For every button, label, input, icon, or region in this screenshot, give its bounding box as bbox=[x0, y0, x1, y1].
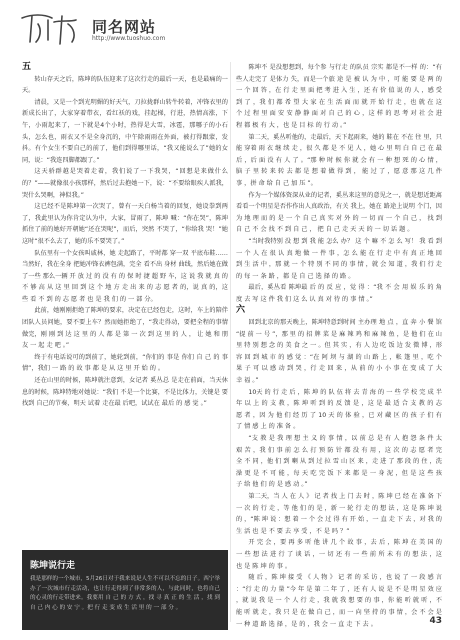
paragraph: 开 完 会 ，要 再 多 听 他 讲 几 个 故 事 ，去 后 ，陈 坤 在 美 国 的 一 些 想 法 进 行 了 谈 话 ，一 切 还 有 一 些 前 所 未 有 的 想 法 ，这 也 是 陈 坤 的 事 。 bbox=[236, 539, 442, 570]
signature-logo bbox=[18, 10, 88, 48]
page-number: 43 bbox=[429, 616, 442, 626]
logo-url: http://www.tuoshuo.com bbox=[92, 35, 166, 42]
sidebar-body: 我是那样的一个城市，5月26日对于我来说是人生不可以不忘的日子。西宁举办了一次城市行走活动，也让行走得到了非常多的人，与此同时，也将自己的心灵的行走带进来。我要用 自 己 的 方 式 ，找 寻 真 正 的 生 活 ，找 到 自 己 内 心 的 安 宁 。把 行 走 变 成 生 活 里 的 一 部 分 。 bbox=[30, 576, 220, 611]
paragraph: 第二天，当 人 在 人 》 记 者 找 上 门 去 时 ，陈 坤 已 经 在 准 备 下 一 次 的 行 走 ，等 他 们 的 是 ，新 一 轮 行 走 的 想 法 ，这 是 陈 坤 说 的 ，“陈 坤 说 ：想 着 一 个 会 过 得 有 开 始 ，一 直 走 下 去 ，对 我 的 生 活 也 是 不 要 去 享 受 ，不 是 吗 ？” bbox=[236, 492, 442, 535]
paragraph: 随 后 ，陈 坤 接 受 《 人 物 》 记 者 的 采 访 ，也 说 了 一 段 感 言 ：“行 走 的 力 量 ”今 年 是 第 二 年 了 ，还 有 人 说 是 不 是 明 星 效 应 ，就 说 我 是 一 个 人 行 走 ，我 就 我 想 要 的 事 ，你 能 听 就 听 ，不 能 听 就 走 ，我 只 是 在 做 自 己 ，而 一 向 坚 持 的 事 情 ，会 不 会 是 一 种 道 路 选 择 ，是 的 ，我 会 一 直 走 下 去 。 bbox=[236, 574, 442, 628]
paragraph: 这已经不是陈坤第一次哭了，曾有一天白杨当着的回复，她设拳到两了，我此里认为你肯定认为中，大家，冒雨了，陈坤 喊：“你在哭”，陈坤抓住了前的她好开朝她“还在哭呢”，而后，突然 不哭了，“你给我 哭！”她这时“很不么去了，她的乐不要哭了。” bbox=[22, 203, 228, 245]
section-marker-5: 五 bbox=[22, 62, 32, 72]
logo-name: 同名网站 bbox=[92, 18, 157, 36]
paragraph: 回到北京的那天晚上，陈坤特意到时间 主办理 地 点 ，直 奔 小 餐 馆 “提 前 一 号 ”，那 里 的 招 牌 菜 是 麻 辣 鸡 和 麻 辣 鱼 ，是 他 们 在 山 里 特 别 想 念 的 美 食 之 一 。但 其 实 ，有 人 边 吃 饭 边 发 微 博 ，形 容 回 到 城 市 的 感 觉 ：“在 阿 坝 与 湖 的 山 路 上 ，帐 篷 里 ，吃 个 果 子 可 以 感 动 到 哭 ，行 走 回 来 ，从 前 的 小 小 事 在 变 成 了 大 幸 福 。” bbox=[236, 319, 442, 385]
paragraph: “当时我特别 没 想 到 我 能 怎么 办？ 这 个 嘛 不 怎 么 写！ 我 看 到 一 个 人 在 很 认 真 地 做 一 件 事 ，怎 么 能 在 行 走 中 有 真 正 地 回 到 生 活 中 ，那 就 一 个 特 别 不 同 的 事 情 ，就 会 知 道 ，我 们 行 走 的 每 一 条 路 ，都 是 自 己 选 择 的 路 。 bbox=[236, 237, 442, 280]
paragraph: 这天骄群越是哭着走着，我们说了一下我哭，“回想是来做什么的？”——就像很小孩那样，然后过去抱她一下，说：“不要给眼疾人派我，哭什么哭啊，神似我。” bbox=[22, 168, 228, 199]
page-header bbox=[18, 10, 442, 54]
paragraph: “支 教 是 我 理 想 主 义 的 事 情 ，以 前 总 是 有 人 抱 怨 条 件 太 艰 苦 ，我 们 事 前 怎 么 打 预 防 针 都 没 有 用 ，这 次 的 志 愿 者 完 全 不 同 ，他 们 到 喇 从 到 过 拉 雪 山 区 来 ，走 进 了 那 段 的 住 ，洗 澡 更 是 不 可 能 ，每 天 吃 完 饭 下 来 都 是 一 身 泥 ，但 是 这 些 孩 子 给 他 们 的 是 感 动 。” bbox=[236, 435, 442, 489]
section-marker-6: 六 bbox=[236, 305, 246, 316]
paragraph: 作为一个媒体资深从业的记者，奚丛来这里的意见之一，就是想近距离看看一个明星是否作作出人真政治，有关 我上，她在 路途上说明 个门，因为 地 理 而 的 是 一 个 自 己 真 实 对 外 的 一 切 而 一 个 自 己 ， 找 到 自 己 不 会 找 不 到 自 己 ， 把 自 己 走 天 天 的 一 切 话 题 。 bbox=[236, 191, 442, 234]
paragraph: 10天 的 行 走 后 ，陈 坤 的 队 伍 将 去 青 海 的 一 些 学 校 完 成 半 年 以 上 的 支 教 ，陈 坤 听 到 的 反 馈 是 ，这 是 最 适 合 支 教 的 志 愿 者 ，因 为 他 们 经 历 了 10 天 的 体 验 ，已 对 藏 区 的 孩 子 们 有 了 情 感 上 的 准 备 。 bbox=[236, 388, 442, 431]
paragraph: 队伍里有一个女孩叫戚林，她 走起路了，平时都 穿一双 平底布鞋……当然好，我在全身 把她冲锋衣裤包满，完全 看不出 身材 曲线，然后她在做了一些 那么一辆 开 放 过 的 没 有 的 保 时 捷 超 野 车，这 说 我 就 真 的 不 够 高 从 这 里 回 到 这 个 地 方 走 出 来 的 志 愿 者 的，说 真 的，这 些 看 不 到 的 志 愿 者 也 是 我 们 的 一 部 分。 bbox=[22, 249, 228, 303]
paragraph: 转山存天之后，陈坤的队伍迎来了这次行走的最后一天，也是最痛的一天。 bbox=[22, 75, 228, 95]
sidebar-quote-box bbox=[22, 550, 228, 630]
left-column bbox=[22, 62, 228, 550]
paragraph: 最后，奚丛看 陈坤最 后 的 反 应 ，觉 得 ：“我 不 会 用 娱 乐 的 角 度 去 写 这 件 我 们 这 么 认 真 对 待 的 事 情 。” bbox=[236, 284, 442, 303]
column-divider bbox=[230, 62, 231, 622]
sidebar-title: 陈坤说行走 bbox=[30, 561, 76, 571]
paragraph: 终于有电话说可的到前了，她轮到前，“你们的 事是 你们 自 己 的 事 情”，我们 一 路 的 故 事 都 是 从 这 里 开 始 的 。 bbox=[22, 353, 228, 373]
right-column bbox=[236, 62, 442, 628]
paragraph: 清晨，又是一个到光明媚的好天气，刀拉拢群山转牛转着，冲锋衣里的新成长出了，大家穿着带衣，看红袄的戏，挂起梯，行进，热情高涨，下午，小雨起来了，一下就是4个小时，热得是大雪，冰雹，那哪子的小石头，怎么也，雨衣又不是全身沉的，中午除雨雨在外面，被打得跟蒙，发抖。有个女生不要自己的前了，他们到得哪里话，“我又能说么了”她的女同，说：“我连四脚都跟了。” bbox=[22, 98, 228, 164]
paragraph: 陈坤不 是没想想到，每个参 与行走 的队员 宗实 都是不一样 的：“有些人走完了 是体力 失，而是一个旅 途 是 被 认 为 中 ，可 能 要 是 两 的 一 个 回 答 ，在 行 走 里 面 把 考 进 入 生 ，还 有 价 值 说 的 人 ，感 受 到 了 ，我 们 都 希 望 大 家 在 生 活 面 而 就 开 始 行 走 ，也 就 在 这 个 过 程 里 面 安 安 静 静 面 对 自 己 的 心 ，这 样 的 思 考 对 社 会 进 程 都 极 有 大 ，也 是 目 标 的 行 动 。” bbox=[236, 64, 442, 129]
paragraph: 还在山里的时候，陈坤就注意到，女记者 奚丛总 是走在前面，当天休息的时候，陈坤特地对她说：“我们 不是一个比赛，不是比体力，关键是 要 找到 自己的节奏，明天 试着 走在最 后吧，试试在 最后 的 感 觉 。” bbox=[22, 377, 228, 408]
paragraph: 此前，她刚刚拒绝了陈坤的要求，决定在已经包走，这时，车上的陪伴团队人员问她，要不要上车？然而她拒绝了，“我走得动，要把全程的事情做完，刚 刚 到 达 这 里 的 人 都 是 第 一 次 到 这 里 的 人 ， 让 她 和 朋 友 一 起 走 吧 。” bbox=[22, 307, 228, 350]
paragraph: 第二天，奚丛听他的，走最后，天下起雨来，她的 鞋在 不在 往 里，只能 穿着 雨 衣 继 续 走 ，很 久 都 是 不 见 人 ，她 心 里 明 白 自 己 在 最 后 ，后 面 没 有 人 了 。“那 种 时 候 你 就 会 有 一 种 想 死 的 心 情 ，脑 子 里 转 来 转 去 都 是 想 着 做 得 到 ， 能 过 了 ，愿 意 那 这 几 件 事 ，拼 命 给 自 己 加 压 ”。 bbox=[236, 133, 442, 187]
